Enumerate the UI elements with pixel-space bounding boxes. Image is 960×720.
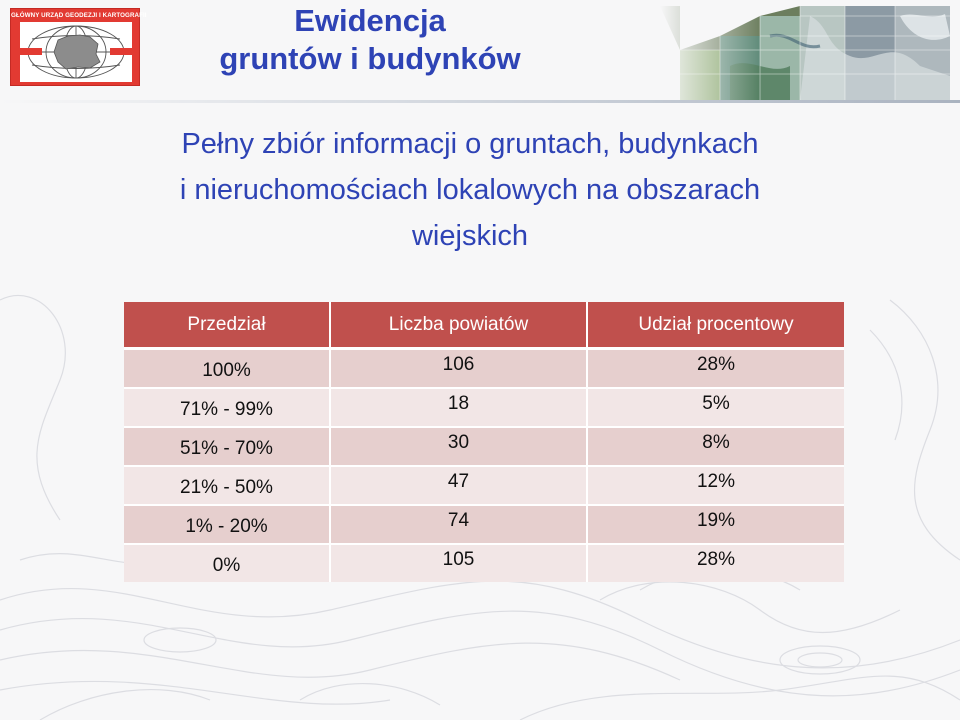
gugik-logo	[10, 8, 147, 86]
cell-percentage: 28%	[587, 544, 844, 582]
logo-text: GŁÓWNY URZĄD GEODEZJI I KARTOGRAFII	[11, 12, 147, 19]
globe-map-poland-icon	[20, 22, 132, 82]
app-title	[160, 2, 580, 78]
app-title-line1: Ewidencja	[294, 3, 446, 38]
cell-county-count: 74	[330, 505, 587, 544]
heading-line3: wiejskich	[411, 220, 529, 252]
column-header-county-count: Liczba powiatów	[330, 302, 587, 349]
cell-percentage: 8%	[587, 427, 844, 466]
table-row	[124, 544, 844, 582]
header-divider	[0, 100, 960, 103]
table-row	[124, 466, 844, 505]
table-row	[124, 505, 844, 544]
table-row	[124, 388, 844, 427]
cell-range: 71% - 99%	[124, 388, 330, 427]
cell-county-count: 106	[330, 349, 587, 389]
cell-percentage: 28%	[587, 349, 844, 389]
cell-range: 100%	[124, 349, 330, 389]
table-row	[124, 349, 844, 389]
table-header-row	[124, 302, 844, 349]
column-header-range: Przedział	[124, 302, 330, 349]
logo-emblem	[20, 22, 132, 82]
cell-percentage: 5%	[587, 388, 844, 427]
cell-county-count: 18	[330, 388, 587, 427]
cell-county-count: 105	[330, 544, 587, 582]
cell-percentage: 19%	[587, 505, 844, 544]
heading-line1: Pełny zbiór informacji o gruntach, budynkach	[181, 128, 759, 160]
statistics-table	[124, 302, 844, 582]
column-header-percentage: Udział procentowy	[587, 302, 844, 349]
cell-range: 0%	[124, 544, 330, 582]
cell-range: 21% - 50%	[124, 466, 330, 505]
cell-county-count: 47	[330, 466, 587, 505]
main-heading	[0, 121, 940, 259]
app-title-line2: gruntów i budynków	[219, 41, 521, 76]
table-row	[124, 427, 844, 466]
cell-percentage: 12%	[587, 466, 844, 505]
heading-line2: i nieruchomościach lokalowych na obszarach	[179, 174, 761, 206]
cell-range: 1% - 20%	[124, 505, 330, 544]
cell-county-count: 30	[330, 427, 587, 466]
satellite-mosaic-image	[660, 6, 950, 100]
cell-range: 51% - 70%	[124, 427, 330, 466]
